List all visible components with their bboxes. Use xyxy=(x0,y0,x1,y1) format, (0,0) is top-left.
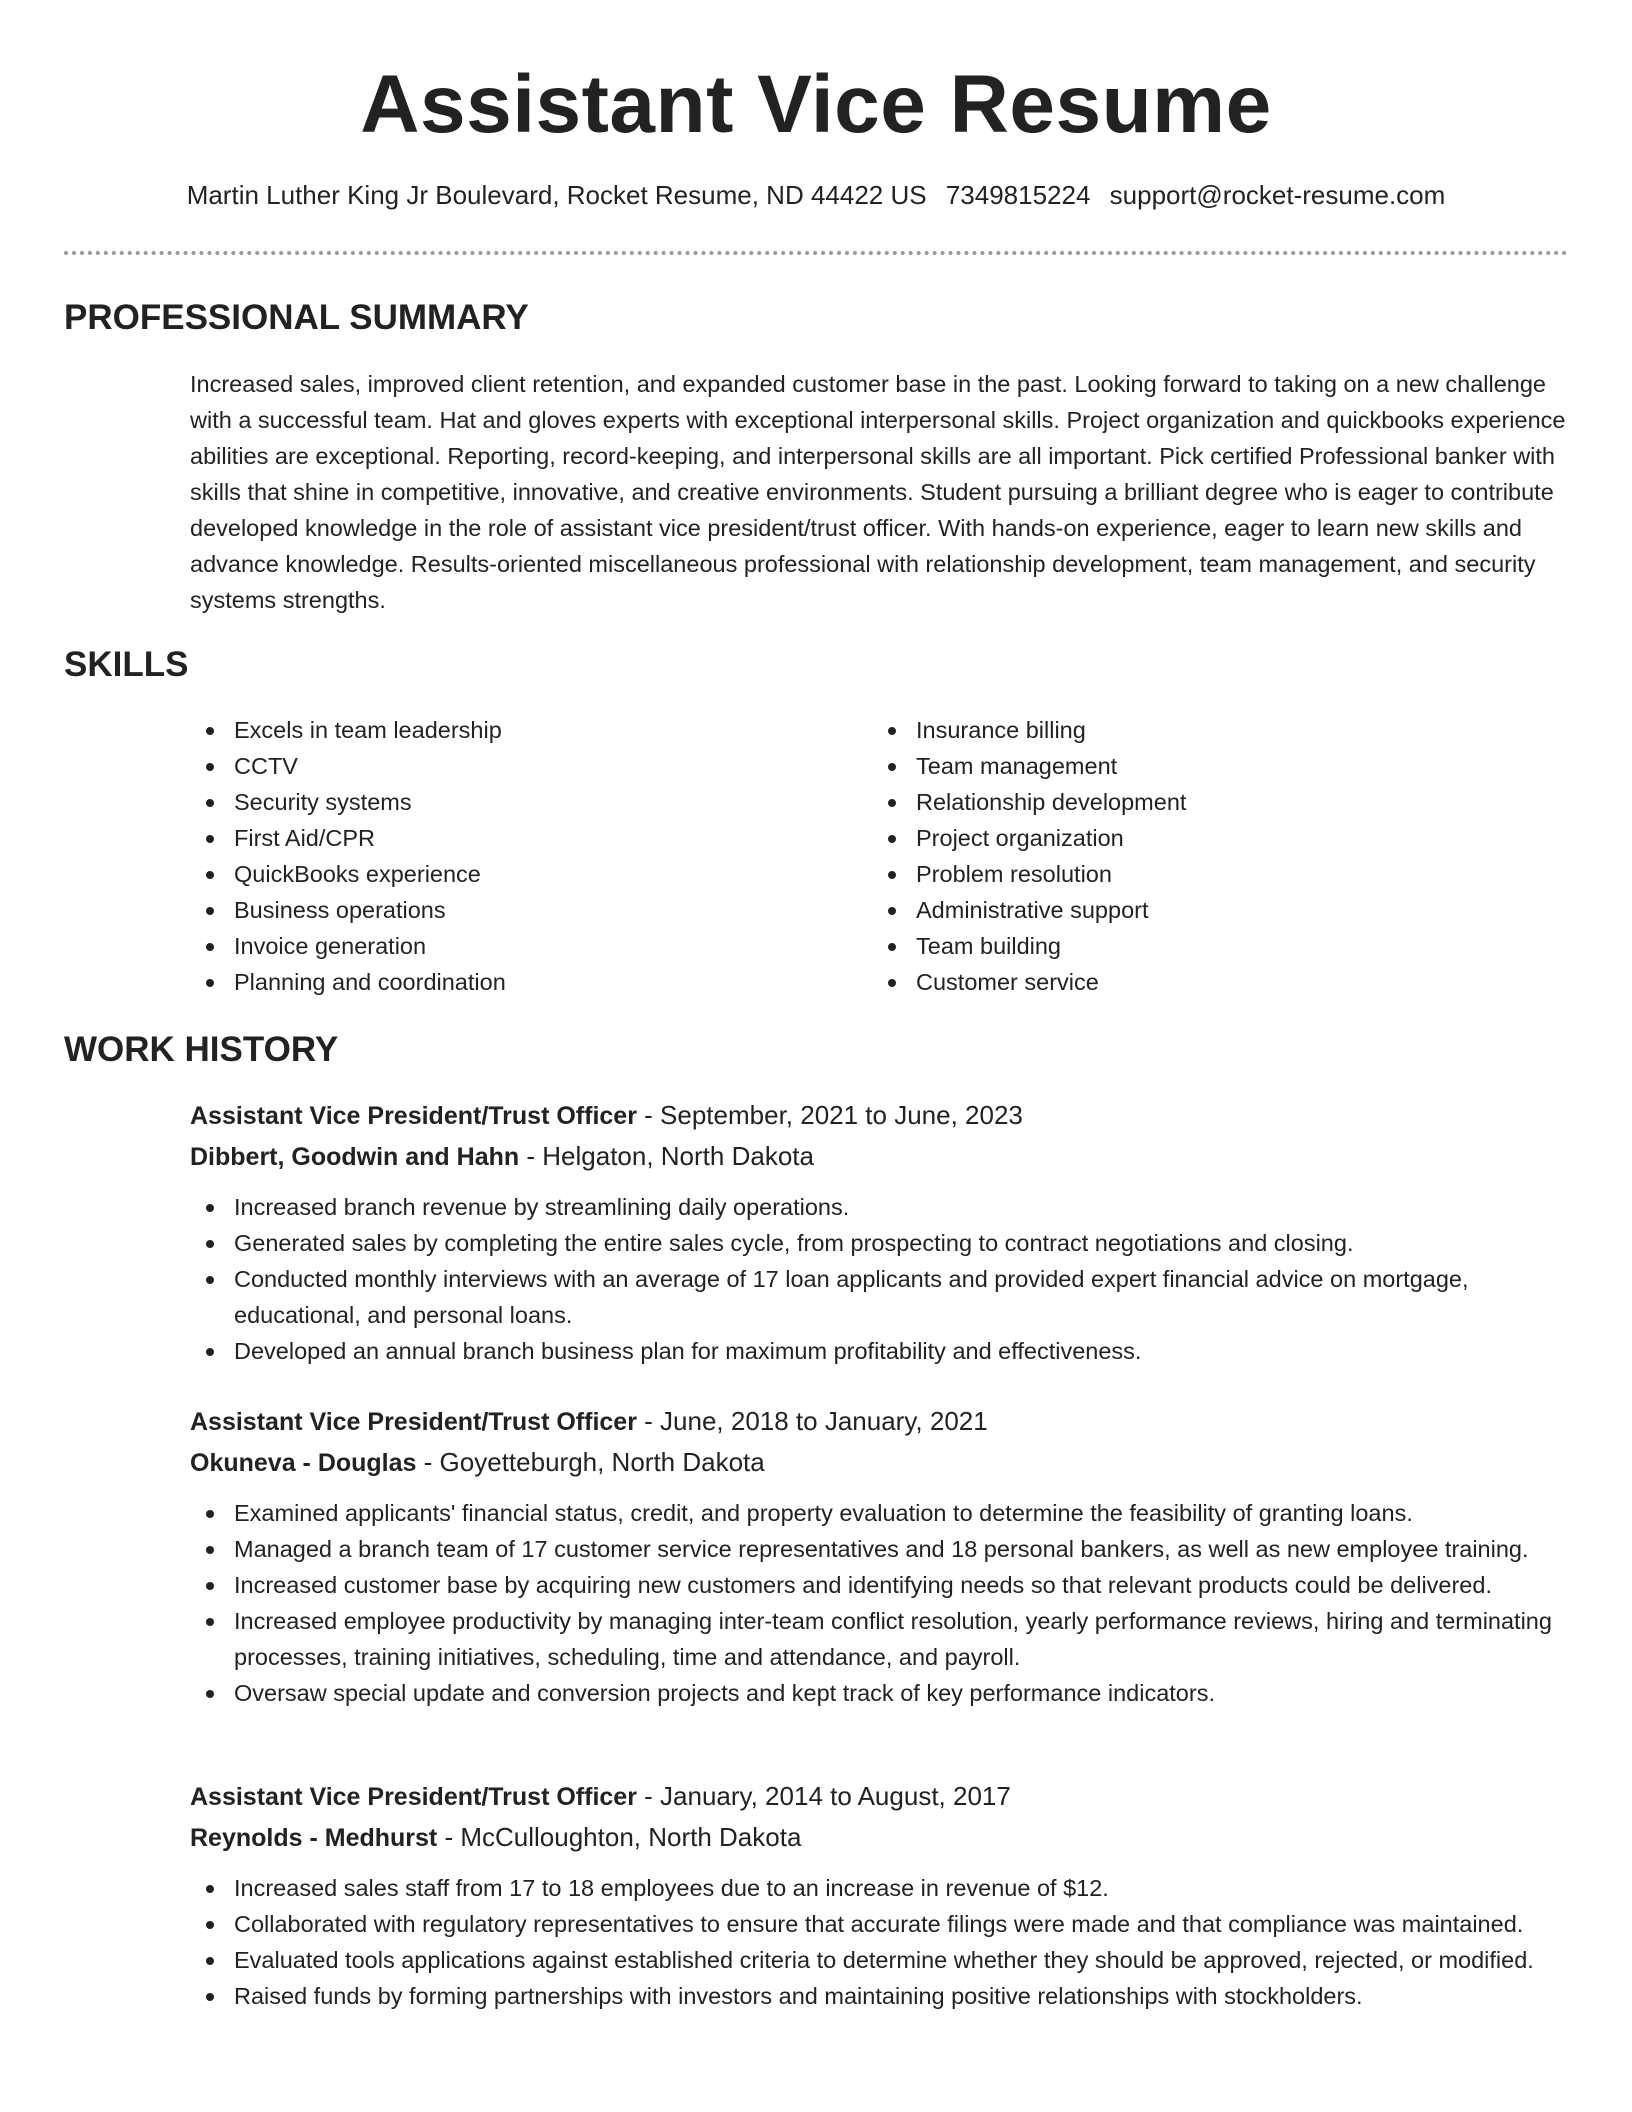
job-dates: - January, 2014 to August, 2017 xyxy=(636,1781,1011,1811)
skill-item: Team management xyxy=(872,748,1186,784)
job-bullet: Generated sales by completing the entire sales cycle, from prospecting to contract negotiations and closing. xyxy=(190,1225,1570,1261)
skills-list-right xyxy=(872,712,1186,1000)
job-title-line xyxy=(190,1097,1570,1134)
skill-item: Security systems xyxy=(190,784,506,820)
job-location: - Helgaton, North Dakota xyxy=(519,1141,814,1171)
skill-item: CCTV xyxy=(190,748,506,784)
job-dates: - September, 2021 to June, 2023 xyxy=(636,1100,1023,1130)
contact-email: support@rocket-resume.com xyxy=(1109,180,1446,210)
job-bullet: Increased sales staff from 17 to 18 employees due to an increase in revenue of $12. xyxy=(190,1870,1570,1906)
job-company: Dibbert, Goodwin and Hahn xyxy=(190,1143,520,1171)
skill-item: Relationship development xyxy=(872,784,1186,820)
contact-phone: 7349815224 xyxy=(945,180,1091,210)
job-role: Assistant Vice President/Trust Officer xyxy=(190,1408,637,1436)
job-company-line xyxy=(190,1138,1570,1175)
resume-name: Assistant Vice Resume xyxy=(360,59,1272,150)
job-entry xyxy=(190,1778,1570,2014)
job-entry xyxy=(190,1403,1570,1711)
job-bullet: Conducted monthly interviews with an average of 17 loan applicants and provided expert financial advice on mortgage, educational, and personal loans. xyxy=(190,1261,1570,1333)
contact-address: Martin Luther King Jr Boulevard, Rocket Resume, ND 44422 US xyxy=(186,180,927,210)
job-bullets xyxy=(190,1495,1570,1711)
skill-item: Excels in team leadership xyxy=(190,712,506,748)
job-entry xyxy=(190,1097,1570,1369)
job-role: Assistant Vice President/Trust Officer xyxy=(190,1783,637,1811)
job-bullet: Increased customer base by acquiring new customers and identifying needs so that relevant products could be delivered. xyxy=(190,1567,1570,1603)
job-company: Okuneva - Douglas xyxy=(190,1449,417,1477)
job-title-line xyxy=(190,1778,1570,1815)
job-title-line xyxy=(190,1403,1570,1440)
skill-item: First Aid/CPR xyxy=(190,820,506,856)
job-location: - McCulloughton, North Dakota xyxy=(437,1822,802,1852)
summary-heading: PROFESSIONAL SUMMARY xyxy=(64,298,529,337)
skill-item: QuickBooks experience xyxy=(190,856,506,892)
skill-item: Project organization xyxy=(872,820,1186,856)
job-company-line xyxy=(190,1444,1570,1481)
skill-item: Business operations xyxy=(190,892,506,928)
work-history-heading: WORK HISTORY xyxy=(64,1030,339,1069)
summary-text: Increased sales, improved client retention, and expanded customer base in the past. Looking forward to taking on a new challenge with a successful team. Hat and gloves experts with exceptional interpersonal skills. Project organization and quickbooks experience abilities are exceptional. Reporting, record-keeping, and interpersonal skills are all important. Pick certified Professional banker with skills that shine in competitive, innovative, and creative environments. Student pursuing a brilliant degree who is eager to contribute developed knowledge in the role of assistant vice president/trust officer. With hands-on experience, eager to learn new skills and advance knowledge. Results-oriented miscellaneous professional with relationship development, team management, and security systems strengths. xyxy=(190,371,1566,613)
contact-line xyxy=(0,180,1632,211)
job-company: Reynolds - Medhurst xyxy=(190,1824,438,1852)
job-bullet: Increased branch revenue by streamlining daily operations. xyxy=(190,1189,1570,1225)
job-dates: - June, 2018 to January, 2021 xyxy=(636,1406,988,1436)
job-bullet: Collaborated with regulatory representatives to ensure that accurate filings were made and that compliance was maintained. xyxy=(190,1906,1570,1942)
job-bullet: Increased employee productivity by managing inter-team conflict resolution, yearly performance reviews, hiring and terminating processes, training initiatives, scheduling, time and attendance, and payroll. xyxy=(190,1603,1570,1675)
skill-item: Insurance billing xyxy=(872,712,1186,748)
skills-heading: SKILLS xyxy=(64,645,189,684)
skill-item: Invoice generation xyxy=(190,928,506,964)
job-bullet: Managed a branch team of 17 customer service representatives and 18 personal bankers, as well as new employee training. xyxy=(190,1531,1570,1567)
job-bullet: Oversaw special update and conversion projects and kept track of key performance indicators. xyxy=(190,1675,1570,1711)
job-bullet: Raised funds by forming partnerships with investors and maintaining positive relationships with stockholders. xyxy=(190,1978,1570,2014)
job-bullets xyxy=(190,1189,1570,1369)
job-bullet: Evaluated tools applications against established criteria to determine whether they should be approved, rejected, or modified. xyxy=(190,1942,1570,1978)
skill-item: Customer service xyxy=(872,964,1186,1000)
job-location: - Goyetteburgh, North Dakota xyxy=(416,1447,765,1477)
job-company-line xyxy=(190,1819,1570,1856)
skill-item: Team building xyxy=(872,928,1186,964)
skill-item: Administrative support xyxy=(872,892,1186,928)
skills-list-left xyxy=(190,712,506,1000)
job-role: Assistant Vice President/Trust Officer xyxy=(190,1102,637,1130)
job-bullet: Examined applicants' financial status, credit, and property evaluation to determine the feasibility of granting loans. xyxy=(190,1495,1570,1531)
job-bullets xyxy=(190,1870,1570,2014)
skill-item: Problem resolution xyxy=(872,856,1186,892)
header-divider xyxy=(64,251,1568,255)
skill-item: Planning and coordination xyxy=(190,964,506,1000)
job-bullet: Developed an annual branch business plan for maximum profitability and effectiveness. xyxy=(190,1333,1570,1369)
